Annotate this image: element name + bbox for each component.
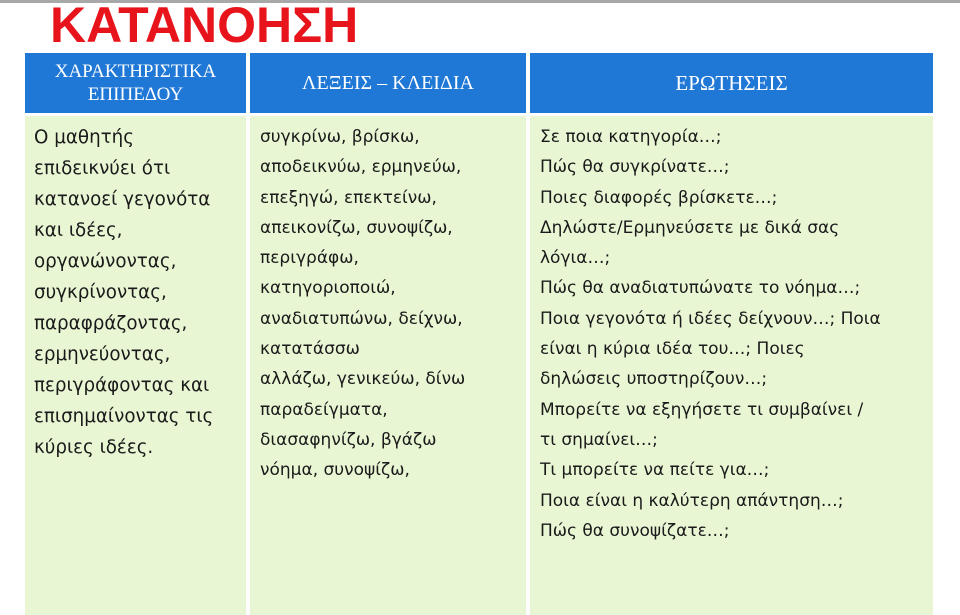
cell-characteristics bbox=[25, 116, 246, 615]
cell-keywords bbox=[250, 116, 526, 615]
header-characteristics: ΧΑΡΑΚΤΗΡΙΣΤΙΚΑ ΕΠΙΠΕΔΟΥ bbox=[25, 53, 246, 113]
page-title: ΚΑΤΑΝΟΗΣΗ bbox=[50, 0, 359, 53]
header-keywords: ΛΕΞΕΙΣ – ΚΛΕΙΔΙΑ bbox=[250, 53, 526, 113]
cell-questions bbox=[530, 116, 933, 615]
characteristics-text: Ο μαθητής επιδεικνύει ότι κατανοεί γεγονότα και ιδέες, οργανώνοντας, συγκρίνοντας, παραφράζοντας, ερμηνεύοντας, περιγράφοντας και επισημαίνοντας τις κύριες ιδέες. bbox=[34, 127, 214, 458]
questions-text: Σε ποια κατηγορία…; Πώς θα συγκρίνατε…; Ποιες διαφορές βρίσκετε…; Δηλώστε/Ερμηνεύσετε με δικά σας λόγια…; Πώς θα αναδιατυπώνατε το νόημα…; Ποια γεγονότα ή ιδέες δείχνουν…; Ποια είναι η κύρια ιδέα του…; Ποιες δηλώσεις υποστηρίζουν…; Μπορείτε να εξηγήσετε τι συμβαίνει / τι σημαίνει…; Τι μπορείτε να πείτε για…; Ποια είναι η καλύτερη απάντηση…; Πώς θα συνοψίζατε…; bbox=[540, 127, 881, 541]
keywords-text: συγκρίνω, βρίσκω, αποδεικνύω, ερμηνεύω, επεξηγώ, επεκτείνω, απεικονίζω, συνοψίζω, περιγράφω, κατηγοριοποιώ, αναδιατυπώνω, δείχνω, κατατάσσω αλλάζω, γενικεύω, δίνω παραδείγματα, διασαφηνίζω, βγάζω νόημα, συνοψίζω, bbox=[260, 127, 466, 481]
header-questions: ΕΡΩΤΗΣΕΙΣ bbox=[530, 53, 933, 113]
